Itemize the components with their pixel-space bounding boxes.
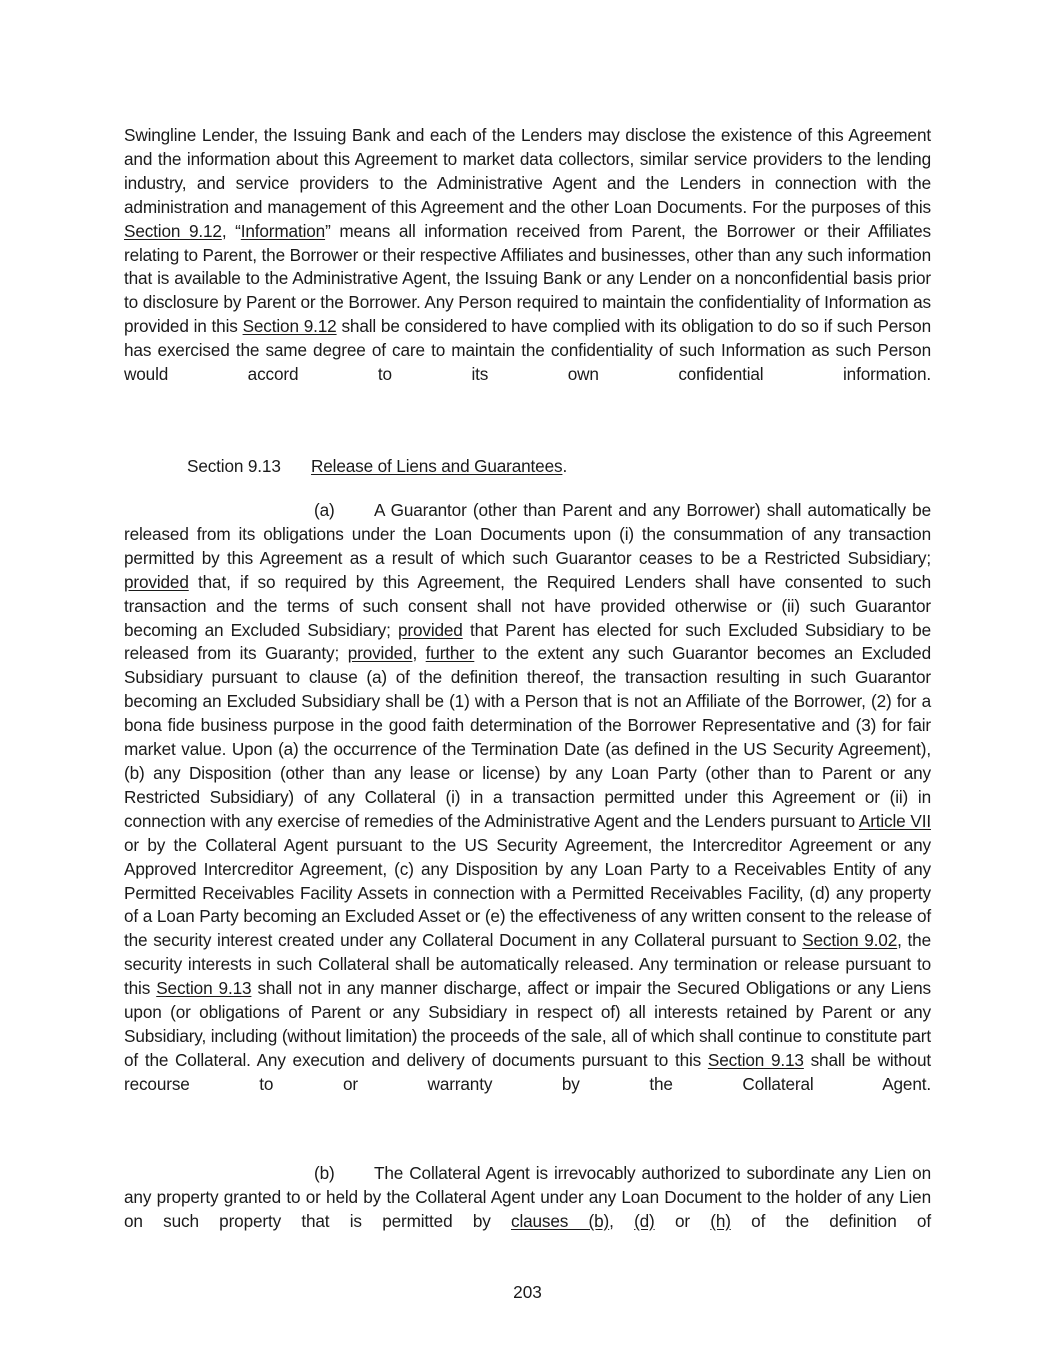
text-run: , the security interests in such Collateral shall be automatically released. Any termination or release pursuant to this [124, 930, 931, 999]
cross-reference-clauses-b: clauses (b) [511, 1210, 610, 1231]
paragraph-label: (a) [314, 500, 335, 520]
text-run: or [654, 1210, 711, 1231]
text-run: to the extent any such Guarantor becomes an Excluded Subsidiary pursuant to clause (a) of the definition thereof, the transaction resulting in such Guarantor becoming an Excluded Subsidiary shall be (1) with a Person that is not an Affiliate of the Borrower, (2) for a bona fide business purpose in the good faith determination of the Borrower Representative and (3) for fair market value. Upon (a) the occurrence of the Termination Date (as defined in the US Security Agreement), (b) any Disposition (other than any lease or license) by any Loan Party (other than to Parent or any Restricted Subsidiary) of any Collateral (i) in a transaction permitted under this Agreement or (ii) in connection with any exercise of remedies of the Administrative Agent and the Lenders pursuant to [124, 643, 931, 831]
cross-reference-section-9-02: Section 9.02 [802, 930, 898, 951]
section-number: Section 9.13 [187, 456, 281, 476]
paragraph-b [124, 1162, 931, 1258]
text-run: ” means all information received from Parent, the Borrower or their Affiliates relating to Parent, the Borrower or their respective Affiliates and businesses, other than any such information that is available to the Administrative Agent, the Issuing Bank or any Lender on a nonconfidential basis prior to disclosure by Parent or the Borrower. Any Person required to maintain the confidentiality of Information as provided in this [124, 220, 931, 337]
defined-term-further: further [425, 643, 475, 664]
section-heading [187, 455, 567, 479]
paragraph-a [124, 499, 931, 1121]
defined-term-provided: provided [347, 643, 413, 664]
defined-term-information: Information [240, 220, 326, 241]
paragraph-label: (b) [314, 1163, 335, 1183]
cross-reference-section-9-13: Section 9.13 [707, 1049, 804, 1070]
text-run: or by the Collateral Agent pursuant to the US Security Agreement, the Intercreditor Agreement or any Approved Intercreditor Agreement, (c) any Disposition by any Loan Party to a Receivables Entity of any Permitted Receivables Facility Assets in connection with a Permitted Receivables Facility, (d) any property of a Loan Party becoming an Excluded Asset or (e) the effectiveness of any written consent to the release of the security interest created under any Collateral Document in any Collateral pursuant to [124, 834, 931, 951]
text-run: , [412, 643, 426, 664]
section-title-period: . [562, 456, 568, 476]
cross-reference-section-9-13: Section 9.13 [156, 978, 252, 999]
text-run: , [609, 1210, 635, 1231]
text-run: The Collateral Agent is irrevocably authorized to subordinate any Lien on any property granted to or held by the Collateral Agent under any Loan Document to the holder of any Lien on such property that is permitted by [124, 1163, 931, 1231]
cross-reference-section-9-12: Section 9.12 [242, 316, 337, 337]
defined-term-provided: provided [397, 619, 463, 640]
paragraph-confidentiality-continuation [124, 124, 931, 411]
text-run: that, if so required by this Agreement, the Required Lenders shall have consented to such transaction and the terms of such consent shall not have provided otherwise or (ii) such Guarantor becoming an Excluded Subsidiary; [124, 571, 931, 640]
text-run: shall be considered to have complied with its obligation to do so if such Person has exercised the same degree of care to maintain the confidentiality of such Information as such Person would accord to its own confidential information. [124, 316, 931, 385]
cross-reference-clause-h: (h) [710, 1210, 731, 1231]
text-run: shall be without recourse to or warranty by the Collateral Agent. [124, 1049, 931, 1094]
text-run: shall not in any manner discharge, affect or impair the Secured Obligations or any Liens upon (or obligations of Parent or any Subsidiary in respect of) all interests retained by Parent or any Subsidiary, including (without limitation) the proceeds of the sale, all of which shall continue to constitute part of the Collateral. Any execution and delivery of documents pursuant to this [124, 978, 931, 1070]
text-run: of the definition of [730, 1210, 931, 1231]
section-title: Release of Liens and Guarantees [311, 456, 563, 476]
defined-term-provided: provided [124, 571, 189, 592]
text-run: , “ [221, 220, 241, 241]
text-run: that Parent has elected for such Excluded Subsidiary to be released from its Guaranty; [124, 619, 931, 664]
page-number: 203 [513, 1282, 542, 1302]
text-run: A Guarantor (other than Parent and any Borrower) shall automatically be released from its obligations under the Loan Documents upon (i) the consummation of any transaction permitted by this Agreement as a result of which such Guarantor ceases to be a Restricted Subsidiary; [124, 500, 931, 568]
cross-reference-section-9-12: Section 9.12 [124, 220, 222, 241]
cross-reference-article-vii: Article VII [858, 810, 931, 831]
text-run: Swingline Lender, the Issuing Bank and each of the Lenders may disclose the existence of this Agreement and the information about this Agreement to market data collectors, similar service providers to the lending industry, and service providers to the Administrative Agent and the Lenders in connection with the administration and management of this Agreement and the other Loan Documents. For the purposes of this [124, 125, 931, 217]
cross-reference-clause-d: (d) [634, 1210, 655, 1231]
